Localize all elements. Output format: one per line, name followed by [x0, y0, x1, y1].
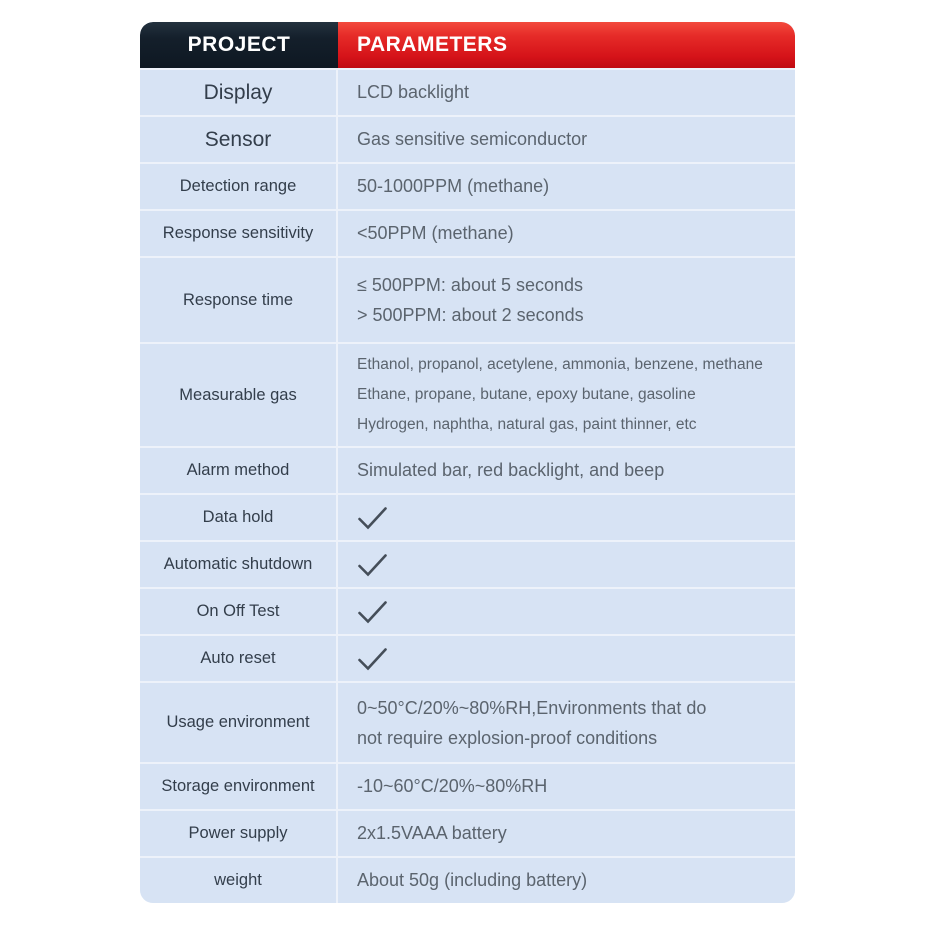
row-value: [338, 683, 795, 762]
table-row: [140, 811, 795, 856]
table-header: [140, 22, 795, 68]
spec-table: [140, 22, 795, 903]
table-row: [140, 764, 795, 809]
row-value-line: 0~50°C/20%~80%RH,Environments that do: [357, 697, 707, 718]
check-icon: [357, 600, 388, 624]
row-label: Usage environment: [140, 683, 336, 762]
row-value: 50-1000PPM (methane): [338, 164, 795, 209]
row-value-line: ≤ 500PPM: about 5 seconds: [357, 275, 584, 295]
table-row: [140, 683, 795, 762]
table-row: [140, 636, 795, 681]
row-value: [338, 258, 795, 342]
row-value-check: [338, 542, 795, 587]
row-value-line: Hydrogen, naphtha, natural gas, paint thinner, etc: [357, 416, 697, 433]
check-icon: [357, 506, 388, 530]
row-label: weight: [140, 858, 336, 903]
row-label: Power supply: [140, 811, 336, 856]
row-label: Storage environment: [140, 764, 336, 809]
table-row: [140, 117, 795, 162]
row-value: Simulated bar, red backlight, and beep: [338, 448, 795, 493]
row-value-check: [338, 636, 795, 681]
row-label: Sensor: [140, 117, 336, 162]
row-value-check: [338, 589, 795, 634]
header-parameters: PARAMETERS: [338, 22, 795, 68]
check-icon: [357, 553, 388, 577]
row-label: Response sensitivity: [140, 211, 336, 256]
row-label: Data hold: [140, 495, 336, 540]
table-row: [140, 448, 795, 493]
row-label: Detection range: [140, 164, 336, 209]
row-label: Response time: [140, 258, 336, 342]
row-value: 2x1.5VAAA battery: [338, 811, 795, 856]
row-value: <50PPM (methane): [338, 211, 795, 256]
row-label: Display: [140, 70, 336, 115]
row-label: Alarm method: [140, 448, 336, 493]
row-label: Auto reset: [140, 636, 336, 681]
table-row: [140, 589, 795, 634]
table-row: [140, 858, 795, 903]
table-row: [140, 258, 795, 342]
table-row: [140, 495, 795, 540]
row-label: On Off Test: [140, 589, 336, 634]
table-row: [140, 70, 795, 115]
row-value-line: Ethane, propane, butane, epoxy butane, gasoline: [357, 386, 696, 403]
row-label: Automatic shutdown: [140, 542, 336, 587]
row-value: [338, 344, 795, 446]
table-row: [140, 344, 795, 446]
row-value: About 50g (including battery): [338, 858, 795, 903]
table-row: [140, 542, 795, 587]
row-value: LCD backlight: [338, 70, 795, 115]
table-row: [140, 211, 795, 256]
row-value-line: > 500PPM: about 2 seconds: [357, 305, 584, 325]
row-value: Gas sensitive semiconductor: [338, 117, 795, 162]
row-value-line: not require explosion-proof conditions: [357, 727, 658, 748]
row-label: Measurable gas: [140, 344, 336, 446]
table-row: [140, 164, 795, 209]
row-value-line: Ethanol, propanol, acetylene, ammonia, benzene, methane: [357, 356, 763, 373]
row-value-check: [338, 495, 795, 540]
header-project: PROJECT: [140, 22, 338, 68]
check-icon: [357, 647, 388, 671]
row-value: -10~60°C/20%~80%RH: [338, 764, 795, 809]
